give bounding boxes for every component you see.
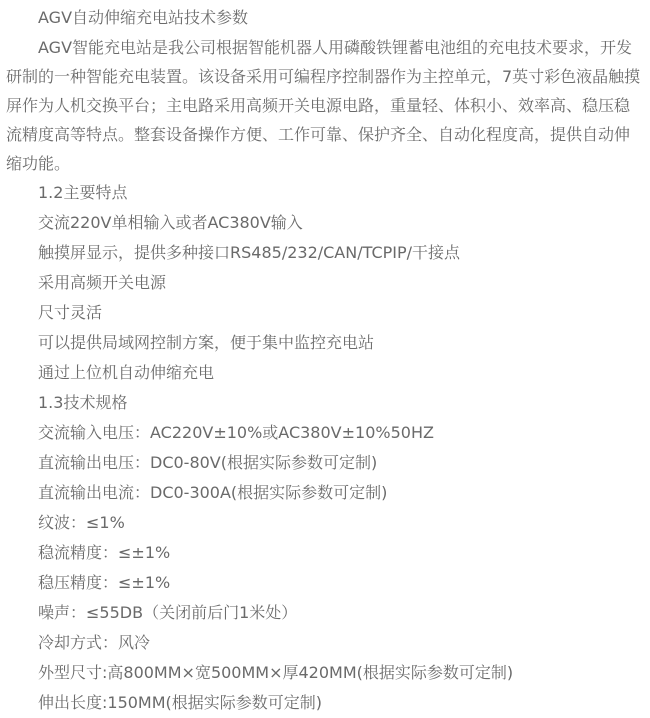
page-title: AGV自动伸缩充电站技术参数: [38, 8, 249, 27]
feature-item: 通过上位机自动伸缩充电: [38, 363, 215, 382]
spec-item: 纹波：≤1%: [38, 513, 125, 532]
spec-item: 伸出长度:150MM(根据实际参数可定制): [38, 693, 323, 712]
intro-paragraph: AGV智能充电站是我公司根据智能机器人用磷酸铁锂蓄电池组的充电技术要求，开发研制的一种智能充电装置。该设备采用可编程序控制器作为主控单元，7英寸彩色液晶触摸屏作为人机交换平台；主电路采用高频开关电源电路，重量轻、体积小、效率高、稳压稳流精度高等特点。整套设备操作方便、工作可靠、保护齐全、自动化程度高，提供自动伸缩功能。: [6, 38, 641, 173]
spec-item: 直流输出电流：DC0-300A(根据实际参数可定制): [38, 483, 388, 502]
spec-item: 外型尺寸:高800MM×宽500MM×厚420MM(根据实际参数可定制): [38, 663, 514, 682]
spec-item: 稳流精度：≤±1%: [38, 543, 171, 562]
spec-item: 稳压精度：≤±1%: [38, 573, 171, 592]
feature-item: 可以提供局域网控制方案，便于集中监控充电站: [38, 333, 375, 352]
section-heading-technical-specs: 1.3技术规格: [38, 393, 128, 412]
feature-item: 尺寸灵活: [38, 303, 103, 322]
feature-item: 触摸屏显示，提供多种接口RS485/232/CAN/TCPIP/干接点: [38, 243, 461, 262]
feature-item: 交流220V单相输入或者AC380V输入: [38, 213, 303, 232]
section-heading-main-features: 1.2主要特点: [38, 183, 128, 202]
spec-item: 交流输入电压：AC220V±10%或AC380V±10%50HZ: [38, 423, 434, 442]
spec-item: 噪声：≤55DB（关闭前后门1米处）: [38, 603, 298, 622]
feature-item: 采用高频开关电源: [38, 273, 167, 292]
spec-item: 直流输出电压：DC0-80V(根据实际参数可定制): [38, 453, 378, 472]
spec-item: 冷却方式：风冷: [38, 633, 151, 652]
